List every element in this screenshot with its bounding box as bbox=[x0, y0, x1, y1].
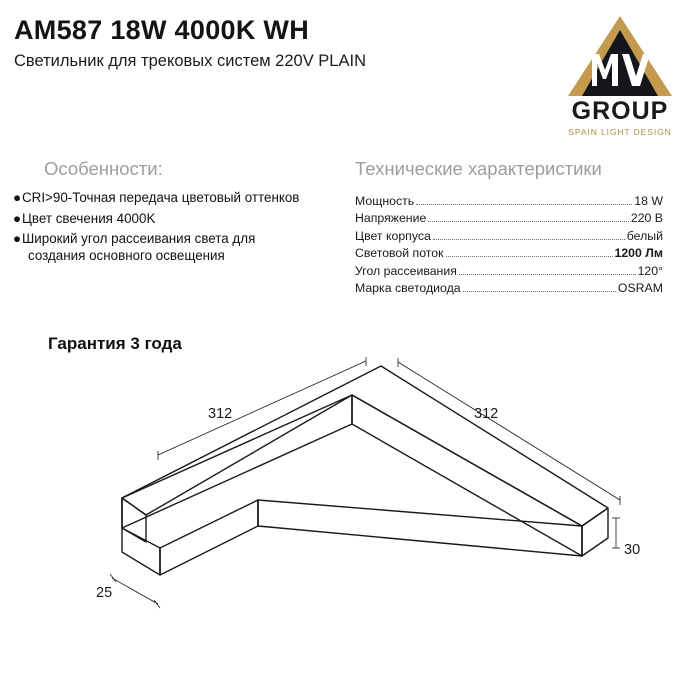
spec-name: Угол рассеивания bbox=[355, 263, 457, 278]
mv-monogram-icon bbox=[566, 14, 674, 98]
bullet-icon: ● bbox=[13, 210, 22, 226]
spec-value: белый bbox=[626, 228, 663, 243]
spec-value: 1200 Лм bbox=[614, 246, 663, 260]
table-row bbox=[355, 208, 663, 226]
table-row bbox=[355, 243, 663, 261]
dotted-leader bbox=[428, 221, 629, 222]
specs-heading: Технические характеристики bbox=[355, 158, 602, 179]
dotted-leader bbox=[446, 256, 613, 257]
dotted-leader bbox=[463, 291, 616, 292]
spec-name: Марка светодиода bbox=[355, 281, 461, 295]
list-item bbox=[12, 231, 332, 264]
spec-value: 220 В bbox=[630, 211, 663, 225]
dimension-length-left: 312 bbox=[208, 406, 233, 422]
table-row bbox=[355, 190, 663, 208]
dotted-leader bbox=[416, 204, 632, 205]
dimension-height: 30 bbox=[624, 542, 641, 558]
spec-name: Напряжение bbox=[355, 211, 427, 225]
warranty-label: Гарантия 3 года bbox=[48, 334, 182, 353]
page-subtitle: Светильник для трековых систем 220V PLAIN bbox=[14, 51, 366, 70]
list-item bbox=[12, 190, 332, 207]
list-item-label: Широкий угол рассеивания света для bbox=[22, 231, 256, 246]
brand-logo bbox=[558, 14, 682, 137]
dotted-leader bbox=[433, 239, 625, 240]
table-row bbox=[355, 260, 663, 278]
list-item-label: Цвет свечения 4000K bbox=[22, 210, 156, 226]
table-row bbox=[355, 278, 663, 296]
specs-table bbox=[355, 190, 663, 295]
product-dimension-drawing bbox=[0, 350, 700, 670]
bullet-icon: ● bbox=[13, 231, 22, 246]
spec-value: OSRAM bbox=[617, 281, 663, 295]
spec-value: 18 W bbox=[634, 193, 663, 208]
bullet-icon: ● bbox=[13, 190, 22, 205]
drawing-svg bbox=[0, 350, 700, 670]
features-heading: Особенности: bbox=[44, 158, 163, 179]
list-item bbox=[12, 211, 332, 228]
dotted-leader bbox=[459, 274, 636, 275]
spec-name: Мощность bbox=[355, 193, 415, 208]
document-header bbox=[14, 16, 554, 71]
list-item-label: CRI>90-Точная передача цветовый оттенков bbox=[22, 190, 300, 205]
table-row bbox=[355, 225, 663, 243]
spec-value: 120° bbox=[637, 263, 663, 278]
spec-name: Световой поток bbox=[355, 246, 444, 260]
page-title: AM587 18W 4000K WH bbox=[14, 15, 310, 45]
list-item-label-cont: создания основного освещения bbox=[28, 247, 225, 263]
spec-name: Цвет корпуса bbox=[355, 228, 431, 243]
logo-group-text: GROUP bbox=[571, 97, 669, 125]
dimension-depth: 25 bbox=[96, 585, 113, 601]
features-list bbox=[12, 190, 332, 268]
logo-tagline: SPAIN LIGHT DESIGN bbox=[568, 127, 672, 137]
dimension-length-right: 312 bbox=[474, 406, 499, 422]
